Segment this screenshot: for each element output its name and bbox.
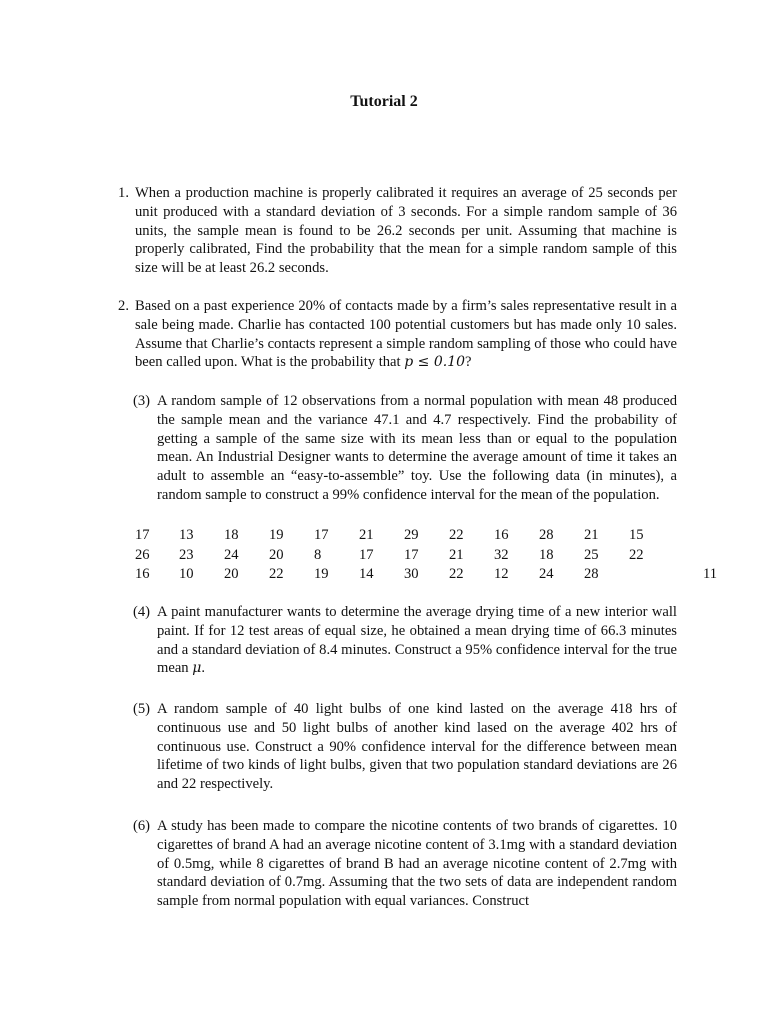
- table-cell: 30: [404, 566, 419, 582]
- table-cell: 22: [629, 546, 644, 563]
- question-text-end: .: [201, 660, 206, 677]
- question-text: A paint manufacturer wants to determine the average drying time of a new interior wall paint. If for 12 test areas of equal size, he obtained a mean drying time of 66.3 minutes and a standard deviation of 8.4 minutes. Construct a 95% confidence interval for the true mean: [157, 604, 677, 677]
- data-table: [135, 526, 717, 585]
- table-cell: 11: [702, 566, 717, 582]
- question-text: A random sample of 40 light bulbs of one kind lasted on the average 418 hrs of continuous use and 50 light bulbs of another kind lased on the average 402 hrs of continuous use. Construct a 90% confidence interval for the difference between mean lifetime of two kinds of light bulbs, given that two population standard deviations are 26 and 22 respectively.: [157, 701, 677, 793]
- question-text: Based on a past experience 20% of contacts made by a firm’s sales representative result in a sale being made. Charlie has contacted 100 potential customers but has made only 10 sales. Assume that Charlie’s contacts represent a simple random sampling of those who could have been called upon. What is the probability that: [135, 298, 677, 371]
- table-cell: 17: [404, 546, 419, 563]
- table-cell: 21: [359, 527, 374, 543]
- table-cell: [667, 546, 717, 566]
- table-cell: [667, 526, 717, 546]
- table-cell: 22: [449, 566, 464, 582]
- question-text: A random sample of 12 observations from a normal population with mean 48 produced the sample mean and the variance 47.1 and 4.7 respectively. Find the probability of getting a sample of the same size with its mean less than or equal to the population mean. An Industrial Designer wants to determine the average amount of time it takes an adult to assemble an “easy-to-assemble” toy. Use the following data (in minutes), a random sample to construct a 99% confidence interval for the mean of the population.: [157, 393, 677, 503]
- question-3: [133, 392, 677, 505]
- table-cell: 10: [179, 566, 194, 582]
- question-4: [133, 603, 677, 678]
- question-number: 2.: [118, 298, 129, 314]
- math-expression: p ≤ 0.10: [404, 354, 466, 371]
- table-cell: 21: [584, 527, 599, 543]
- table-cell: 17: [359, 546, 374, 563]
- table-cell: 8: [314, 546, 322, 563]
- math-expression: μ: [192, 660, 202, 677]
- table-cell: 16: [494, 527, 509, 543]
- question-number: (6): [133, 818, 151, 834]
- table-cell: 32: [494, 546, 509, 563]
- page-title: Tutorial 2: [350, 93, 418, 110]
- question-number: (4): [133, 604, 151, 620]
- table-cell: 22: [449, 527, 464, 543]
- table-cell: 29: [404, 527, 419, 543]
- table-cell: 15: [629, 527, 644, 543]
- table-cell: 24: [539, 566, 554, 582]
- question-6: [133, 817, 677, 911]
- table-cell: 17: [314, 527, 329, 543]
- question-text: A study has been made to compare the nicotine contents of two brands of cigarettes. 10 cigarettes of brand A had an average nicotine content of 3.1mg with a standard deviation of 0.5mg, while 8 cigarettes of brand B had an average nicotine content of 2.7mg with standard deviation of 0.7mg. Assuming that the two sets of data are independent random sample from normal population with equal variances. Construct: [157, 818, 677, 910]
- table-cell: 21: [449, 546, 464, 563]
- table-cell: 12: [494, 566, 509, 582]
- question-number: (3): [133, 393, 151, 409]
- table-cell: 28: [539, 527, 554, 543]
- table-cell: 25: [584, 546, 599, 563]
- table-row: [135, 546, 717, 566]
- table-cell: 19: [269, 527, 284, 543]
- table-cell: 17: [135, 527, 150, 543]
- table-cell: 28: [584, 566, 599, 582]
- question-number: (5): [133, 701, 151, 717]
- question-text-end: ?: [465, 354, 472, 371]
- table-cell: 26: [135, 546, 150, 563]
- table-cell: 23: [179, 546, 194, 563]
- table-cell: 22: [269, 566, 284, 582]
- table-cell: 24: [224, 546, 239, 563]
- table-row: [135, 526, 717, 546]
- table-cell: 13: [179, 527, 194, 543]
- question-number: 1.: [118, 185, 129, 201]
- question-5: [133, 700, 677, 794]
- question-1: [118, 184, 677, 278]
- table-cell: 19: [314, 566, 329, 582]
- question-2: [118, 297, 677, 372]
- table-row: [135, 565, 717, 585]
- table-cell: 14: [359, 566, 374, 582]
- table-cell: 20: [224, 566, 239, 582]
- question-text: When a production machine is properly calibrated it requires an average of 25 seconds per unit produced with a standard deviation of 3 seconds. For a simple random sample of 36 units, the sample mean is found to be 26.2 seconds per unit. Assuming that machine is properly calibrated, Find the probability that the mean for a simple random sample of this size will be at least 26.2 seconds.: [135, 185, 677, 277]
- table-cell: 18: [539, 546, 554, 563]
- table-cell: 18: [224, 527, 239, 543]
- table-cell: [629, 565, 667, 585]
- table-cell: 16: [135, 566, 150, 582]
- table-cell: 20: [269, 546, 284, 563]
